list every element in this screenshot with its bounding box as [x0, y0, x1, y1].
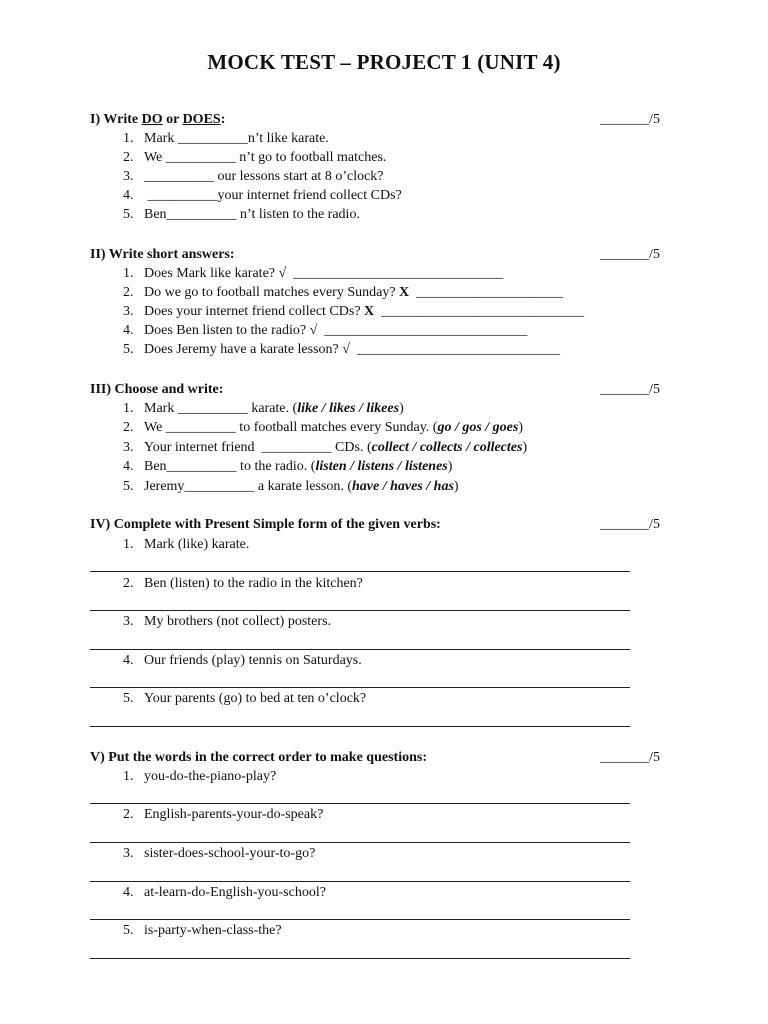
answer-line[interactable]	[90, 687, 630, 688]
item-text: sister-does-school-your-to-go?	[144, 846, 316, 861]
answer-line[interactable]	[90, 958, 630, 959]
section-1-heading	[90, 112, 660, 128]
item-text: Jeremy__________ a karate lesson. (	[144, 479, 352, 494]
s5-item-3	[123, 846, 315, 862]
item-text: Your internet friend __________ CDs. (	[144, 440, 372, 455]
s4-item-3	[123, 614, 331, 630]
item-number: 1.	[123, 537, 134, 552]
item-text: Our friends (play) tennis on Saturdays.	[144, 653, 362, 668]
answer-line[interactable]	[90, 649, 630, 650]
item-text: Does Mark like karate? √	[144, 266, 294, 281]
section-5-heading	[90, 750, 660, 766]
item-text: We __________ n’t go to football matches.	[144, 150, 387, 165]
answer-mark: X	[364, 304, 375, 319]
answer-line[interactable]	[90, 842, 630, 843]
item-number: 3.	[123, 304, 134, 319]
item-close: )	[453, 479, 459, 494]
s5-item-4	[123, 885, 326, 901]
s3-item-1	[123, 401, 404, 417]
item-number: 1.	[123, 266, 134, 281]
answer-line[interactable]	[90, 803, 630, 804]
section-1-heading-suffix: :	[220, 112, 226, 127]
section-4-heading	[90, 517, 660, 533]
item-text: __________ our lessons start at 8 o’clock?	[144, 169, 384, 184]
s5-item-5	[123, 923, 282, 939]
answer-line[interactable]	[90, 610, 630, 611]
item-number: 2.	[123, 285, 134, 300]
page-title: MOCK TEST – PROJECT 1 (UNIT 4)	[207, 50, 561, 74]
item-text: Does Ben listen to the radio? √	[144, 323, 325, 338]
item-close: )	[518, 420, 524, 435]
answer-line[interactable]	[90, 571, 630, 572]
item-text: you-do-the-piano-play?	[144, 769, 277, 784]
item-options: like / likes / likees	[297, 401, 400, 416]
item-text: We __________ to football matches every Sunday. (	[144, 420, 438, 435]
item-number: 4.	[123, 323, 134, 338]
answer-blank: _____________________________	[324, 323, 528, 338]
s4-item-2	[123, 576, 363, 592]
item-number: 2.	[123, 150, 134, 165]
item-number: 5.	[123, 479, 134, 494]
item-number: 4.	[123, 885, 134, 900]
item-number: 1.	[123, 131, 134, 146]
item-number: 5.	[123, 342, 134, 357]
s4-item-4	[123, 653, 362, 669]
item-number: 1.	[123, 769, 134, 784]
item-text: Ben__________ n’t listen to the radio.	[144, 207, 360, 222]
s3-item-2	[123, 420, 523, 436]
section-1-heading-or: or	[162, 112, 183, 127]
s2-item-4	[123, 323, 527, 339]
item-text: Ben (listen) to the radio in the kitchen?	[144, 576, 363, 591]
s1-item-3	[123, 169, 384, 185]
s4-item-5	[123, 691, 366, 707]
item-text: Does your internet friend collect CDs?	[144, 304, 365, 319]
section-1-heading-does: DOES	[182, 112, 221, 127]
s5-item-2	[123, 807, 323, 823]
s1-item-4	[123, 188, 402, 204]
section-5-heading-text: V) Put the words in the correct order to make questions:	[90, 750, 427, 765]
answer-line[interactable]	[90, 726, 630, 727]
item-text: Does Jeremy have a karate lesson? √	[144, 342, 357, 357]
item-number: 3.	[123, 614, 134, 629]
section-1-heading-do: DO	[141, 112, 163, 127]
item-text: Mark __________ karate. (	[144, 401, 298, 416]
section-4-heading-text: IV) Complete with Present Simple form of the given verbs:	[90, 517, 441, 532]
item-number: 2.	[123, 420, 134, 435]
section-3-heading-text: III) Choose and write:	[90, 382, 224, 397]
item-options: listen / listens / listenes	[315, 459, 448, 474]
s2-item-2	[123, 285, 563, 301]
item-options: collect / collects / collectes	[371, 440, 523, 455]
answer-blank: _____________________	[409, 285, 564, 300]
s1-item-5	[123, 207, 360, 223]
item-number: 5.	[123, 207, 134, 222]
item-text: __________your internet friend collect CDs?	[144, 188, 402, 203]
s5-item-1	[123, 769, 276, 785]
answer-blank: _____________________________	[356, 342, 560, 357]
item-number: 5.	[123, 923, 134, 938]
answer-blank: _____________________________	[374, 304, 585, 319]
item-close: )	[522, 440, 528, 455]
item-number: 2.	[123, 807, 134, 822]
item-number: 3.	[123, 846, 134, 861]
section-2-heading	[90, 247, 660, 263]
s2-item-1	[123, 266, 503, 282]
item-number: 3.	[123, 440, 134, 455]
item-number: 4.	[123, 459, 134, 474]
answer-mark: X	[399, 285, 410, 300]
item-options: go / gos / goes	[437, 420, 519, 435]
item-text: is-party-when-class-the?	[144, 923, 282, 938]
s3-item-4	[123, 459, 452, 475]
s3-item-3	[123, 440, 527, 456]
item-text: Do we go to football matches every Sunday?	[144, 285, 400, 300]
item-text: Ben__________ to the radio. (	[144, 459, 316, 474]
answer-blank: ______________________________	[293, 266, 504, 281]
answer-line[interactable]	[90, 881, 630, 882]
item-close: )	[447, 459, 453, 474]
item-text: Mark __________n’t like karate.	[144, 131, 329, 146]
item-number: 1.	[123, 401, 134, 416]
section-1-score: _______/5	[600, 112, 660, 127]
s1-item-2	[123, 150, 386, 166]
item-number: 4.	[123, 653, 134, 668]
s4-item-1	[123, 537, 249, 553]
section-3-heading	[90, 382, 660, 398]
section-1-heading-prefix: I) Write	[90, 112, 142, 127]
item-text: Mark (like) karate.	[144, 537, 250, 552]
section-3-score: _______/5	[600, 382, 660, 397]
s2-item-5	[123, 342, 560, 358]
item-number: 4.	[123, 188, 134, 203]
answer-line[interactable]	[90, 919, 630, 920]
item-close: )	[399, 401, 404, 416]
item-options: have / haves / has	[352, 479, 454, 494]
item-text: My brothers (not collect) posters.	[144, 614, 332, 629]
s2-item-3	[123, 304, 584, 320]
item-text: English-parents-your-do-speak?	[144, 807, 324, 822]
s1-item-1	[123, 131, 329, 147]
section-2-score: _______/5	[600, 247, 660, 262]
item-number: 5.	[123, 691, 134, 706]
section-4-score: _______/5	[600, 517, 660, 532]
section-5-score: _______/5	[600, 750, 660, 765]
item-number: 2.	[123, 576, 134, 591]
item-text: at-learn-do-English-you-school?	[144, 885, 326, 900]
s3-item-5	[123, 479, 459, 495]
item-text: Your parents (go) to bed at ten o’clock?	[144, 691, 367, 706]
item-number: 3.	[123, 169, 134, 184]
section-2-heading-text: II) Write short answers:	[90, 247, 235, 262]
